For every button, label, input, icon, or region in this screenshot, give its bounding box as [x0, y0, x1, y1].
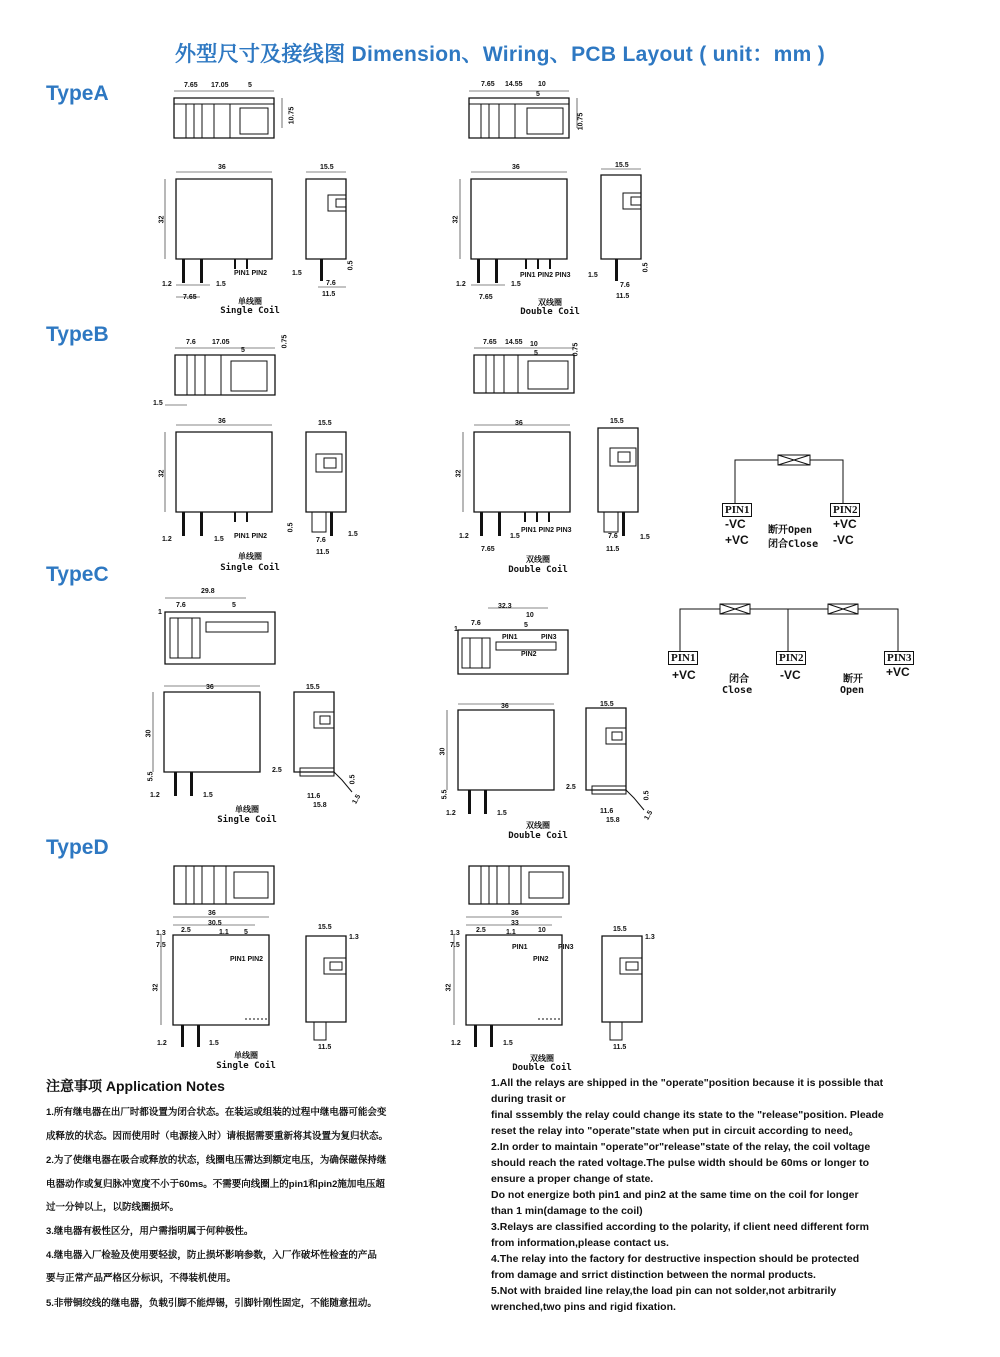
pin2-label: PIN2	[776, 651, 806, 665]
caption-en: Single Coil	[220, 563, 280, 573]
polarity-label: -VC	[833, 533, 854, 547]
caption-cn: 单线圈	[238, 297, 262, 306]
note-line-en: reset the relay into "operate"state when put in circuit according to need。	[491, 1125, 860, 1137]
dim-label: 36	[515, 420, 523, 427]
note-line-en: final sssembly the relay could change its state to the "release"position. Pleade	[491, 1109, 884, 1121]
dim-label: 0.5	[287, 522, 295, 533]
dim-label: 1.5	[511, 281, 521, 288]
dim-label: 15.5	[613, 926, 627, 933]
caption-en: Double Coil	[508, 565, 568, 575]
dim-label: 1.3	[349, 934, 359, 941]
close-en-label: Close	[722, 685, 753, 696]
dim-label: 1.5	[643, 809, 655, 822]
note-line-cn: 电器动作或复归脉冲宽度不小于60ms。不需要向线圈上的pin1和pin2施加电压超	[46, 1179, 385, 1190]
note-line-en: should reach the rated voltage.The pulse width should be 60ms or longer to	[491, 1157, 870, 1169]
polarity-label: +VC	[672, 668, 696, 682]
note-line-en: 1.All the relays are shipped in the "operate"position because it is possible that	[491, 1077, 884, 1089]
dim-label: 11.5	[616, 293, 630, 300]
dim-label: 1.2	[456, 281, 466, 288]
dim-label: 7.6	[471, 620, 481, 627]
note-line-cn: 要与正常产品严格区分标识，不得装机使用。	[46, 1273, 237, 1284]
dim-label: 7.6	[608, 533, 618, 540]
dim-label: 10.75	[288, 106, 296, 125]
dim-label: 0.5	[349, 774, 357, 785]
pin1-label: PIN1	[502, 634, 518, 641]
dim-label: 5.5	[147, 771, 155, 782]
dim-label: 30	[145, 729, 153, 738]
pin-labels: PIN1 PIN2 PIN3	[520, 272, 571, 279]
caption-en: Single Coil	[216, 1061, 276, 1071]
dim-label: 11.5	[318, 1044, 332, 1051]
polarity-label: -VC	[725, 517, 746, 531]
side-view-drawing	[290, 165, 360, 300]
dim-label: 14.55	[505, 339, 523, 346]
dim-label: 11.5	[322, 291, 336, 298]
dim-label: 0.5	[643, 790, 651, 801]
dim-label: 1.5	[209, 1040, 219, 1047]
dim-label: 11.5	[613, 1044, 627, 1051]
dim-label: 15.5	[318, 420, 332, 427]
note-line-cn: 成释放的状态。因而使用时（电源接入时）请根据需要重新将其设置为复归状态。	[46, 1131, 389, 1142]
dim-label: 1.2	[162, 536, 172, 543]
dim-label: 5	[534, 350, 538, 357]
dim-label: 7.65	[481, 81, 495, 88]
dim-label: 11.6	[307, 793, 321, 800]
dim-label: 7.6	[326, 280, 336, 287]
dim-label: 32	[452, 215, 460, 224]
dim-label: 1.5	[351, 793, 363, 806]
dim-label: 32	[445, 983, 453, 992]
state-open-label: 断开Open	[768, 525, 813, 536]
dim-label: 1	[454, 626, 458, 633]
caption-cn: 双线圈	[538, 298, 562, 307]
dim-label: 11.5	[606, 546, 620, 553]
dim-label: 1.5	[588, 272, 598, 279]
front-view-drawing	[160, 165, 285, 300]
note-line-cn: 5.非带铜绞线的继电器，负载引脚不能焊锡，引脚针刚性固定，不能随意扭动。	[46, 1298, 377, 1309]
dim-label: 32	[455, 469, 463, 478]
pin1-label: PIN1	[668, 651, 698, 665]
caption-en: Double Coil	[508, 831, 568, 841]
caption-en: Double Coil	[512, 1063, 572, 1073]
dim-label: 1.1	[219, 929, 229, 936]
open-en-label: Open	[840, 685, 865, 696]
dim-label: 30	[439, 747, 447, 756]
dim-label: 2.5	[181, 927, 191, 934]
dim-label: 5	[536, 91, 540, 98]
note-line-en: than 1 min(damage to the coil)	[491, 1205, 643, 1217]
dim-label: 1.5	[348, 531, 358, 538]
pin-labels: PIN1 PIN2	[230, 956, 264, 963]
pin-labels: PIN1 PIN2 PIN3	[521, 527, 572, 534]
dim-label: 1.5	[203, 792, 213, 799]
dim-label: 1.5	[216, 281, 226, 288]
dim-label: 32	[152, 983, 160, 992]
dim-label: 7.65	[184, 82, 198, 89]
dim-label: 7.65	[483, 339, 497, 346]
front-view-drawing	[155, 915, 285, 1055]
type-d-label: TypeD	[46, 836, 109, 859]
dim-label: 1.5	[214, 536, 224, 543]
notes-heading: 注意事项 Application Notes	[46, 1078, 225, 1094]
pin1-label: PIN1	[722, 503, 752, 517]
side-view-drawing	[585, 165, 655, 300]
note-line-en: from damage and srrict distinction between the normal products.	[491, 1269, 816, 1281]
pin2-label: PIN2	[533, 956, 549, 963]
front-view-drawing	[148, 682, 273, 807]
dim-label: 15.5	[320, 164, 334, 171]
dim-label: 5	[232, 602, 236, 609]
note-line-en: from information,please contact us.	[491, 1237, 669, 1249]
polarity-label: +VC	[725, 533, 749, 547]
dim-label: 36	[501, 703, 509, 710]
note-line-en: 4.The relay into the factory for destructive inspection should be protected	[491, 1253, 860, 1265]
dim-label: 5	[244, 929, 248, 936]
dim-label: 17.05	[212, 339, 230, 346]
pin3-label: PIN3	[541, 634, 557, 641]
dim-label: 10	[526, 612, 534, 619]
caption-en: Double Coil	[520, 307, 580, 317]
dim-label: 36	[218, 418, 226, 425]
dim-label: 14.55	[505, 81, 523, 88]
dim-label: 15.5	[318, 924, 332, 931]
page-title: 外型尺寸及接线图 Dimension、Wiring、PCB Layout ( unit：mm )	[174, 43, 826, 66]
dim-label: 1.2	[451, 1040, 461, 1047]
dim-label: 7.6	[316, 537, 326, 544]
polarity-label: +VC	[833, 517, 857, 531]
dim-label: 1.5	[510, 533, 520, 540]
side-view-drawing	[292, 922, 362, 1052]
dim-label: 36	[512, 164, 520, 171]
dim-label: 0.5	[642, 262, 650, 273]
dim-label: 0.75	[572, 342, 580, 357]
dim-label: 1.2	[157, 1040, 167, 1047]
top-view-drawing	[465, 88, 595, 148]
pin2-label: PIN2	[521, 651, 537, 658]
open-cn-label: 断开	[843, 674, 863, 685]
polarity-label: -VC	[780, 668, 801, 682]
side-view-drawing	[588, 922, 658, 1052]
note-line-cn: 1.所有继电器在出厂时都设置为闭合状态。在装运或组装的过程中继电器可能会变	[46, 1107, 387, 1118]
pin-labels: PIN1 PIN2	[234, 270, 268, 277]
dim-label: 5.5	[441, 789, 449, 800]
top-view-drawing	[150, 590, 280, 670]
dim-label: 5	[248, 82, 252, 89]
dim-label: 7.65	[183, 294, 197, 301]
caption-en: Single Coil	[220, 306, 280, 316]
dim-label: 1.2	[446, 810, 456, 817]
dim-label: 7.6	[620, 282, 630, 289]
dim-label: 33	[511, 920, 519, 927]
dim-label: 36	[511, 910, 519, 917]
dim-label: 1.5	[497, 810, 507, 817]
front-view-drawing	[442, 700, 567, 825]
caption-cn: 双线圈	[526, 821, 550, 830]
note-line-en: Do not energize both pin1 and pin2 at the same time on the coil for longer	[491, 1189, 859, 1201]
coil-circuit-drawing	[700, 450, 880, 510]
dim-label: 10	[538, 81, 546, 88]
note-line-en: ensure a proper change of state.	[491, 1173, 654, 1185]
dim-label: 11.5	[316, 549, 330, 556]
dim-label: 15.5	[610, 418, 624, 425]
note-line-en: wrenched,two pins and rigid fixation.	[491, 1301, 676, 1313]
dim-label: 7.65	[479, 294, 493, 301]
dim-label: 15.8	[606, 817, 620, 824]
caption-cn: 双线圈	[530, 1054, 554, 1063]
dim-label: 32.3	[498, 603, 512, 610]
dim-label: 36	[206, 684, 214, 691]
dim-label: 30.5	[208, 920, 222, 927]
dim-label: 15.5	[615, 162, 629, 169]
note-line-en: during trasit or	[491, 1093, 566, 1105]
dim-label: 7.6	[186, 339, 196, 346]
dim-label: 10	[538, 927, 546, 934]
dim-label: 32	[158, 215, 166, 224]
pin2-label: PIN2	[830, 503, 860, 517]
caption-en: Single Coil	[217, 815, 277, 825]
type-a-label: TypeA	[46, 82, 109, 105]
dim-label: 1.1	[506, 929, 516, 936]
dim-label: 7.5	[450, 942, 460, 949]
dim-label: 5	[524, 622, 528, 629]
note-line-en: 2.In order to maintain "operate"or"release"state of the relay, the coil voltage	[491, 1141, 871, 1153]
dim-label: 36	[208, 910, 216, 917]
dim-label: 10.75	[577, 112, 585, 131]
type-c-label: TypeC	[46, 563, 109, 586]
caption-cn: 单线圈	[234, 1051, 258, 1060]
note-line-en: 3.Relays are classified according to the polarity, if client need different form	[491, 1221, 869, 1233]
top-view-drawing	[165, 345, 295, 410]
dim-label: 10	[530, 341, 538, 348]
dim-label: 2.5	[272, 767, 282, 774]
top-view-drawing	[170, 862, 280, 912]
top-view-drawing	[170, 88, 290, 148]
note-line-cn: 4.继电器入厂检验及使用要轻拔，防止损坏影响参数，入厂作破坏性检查的产品	[46, 1250, 377, 1261]
pin1-label: PIN1	[512, 944, 528, 951]
dim-label: 29.8	[201, 588, 215, 595]
note-line-cn: 2.为了使继电器在吸合或释放的状态，线圈电压需达到额定电压，为确保磁保持继	[46, 1155, 387, 1166]
pin3-label: PIN3	[884, 651, 914, 665]
dim-label: 0.75	[281, 334, 289, 349]
dim-label: 36	[218, 164, 226, 171]
dim-label: 1.5	[153, 400, 163, 407]
type-b-label: TypeB	[46, 323, 109, 346]
polarity-label: +VC	[886, 665, 910, 679]
dim-label: 17.05	[211, 82, 229, 89]
dim-label: 1.2	[150, 792, 160, 799]
pin-labels: PIN1 PIN2	[234, 533, 268, 540]
dim-label: 2.5	[566, 784, 576, 791]
dim-label: 5	[241, 347, 245, 354]
dim-label: 1.3	[645, 934, 655, 941]
dim-label: 11.6	[600, 808, 614, 815]
note-line-cn: 3.继电器有极性区分，用户需指明属于何种极性。	[46, 1226, 254, 1237]
pin3-label: PIN3	[558, 944, 574, 951]
dim-label: 7.65	[481, 546, 495, 553]
dim-label: 15.8	[313, 802, 327, 809]
dim-label: 0.5	[347, 260, 355, 271]
caption-cn: 双线圈	[526, 555, 550, 564]
dim-label: 1.5	[292, 270, 302, 277]
dim-label: 7.6	[176, 602, 186, 609]
dim-label: 1.2	[162, 281, 172, 288]
dim-label: 1	[158, 609, 162, 616]
top-view-drawing	[465, 862, 575, 912]
caption-cn: 单线圈	[235, 805, 259, 814]
note-line-en: 5.Not with braided line relay,the load pin can not solder,not arbitrarily	[491, 1285, 837, 1297]
front-view-drawing	[448, 915, 578, 1055]
front-view-drawing	[455, 165, 580, 300]
dim-label: 7.5	[156, 942, 166, 949]
dim-label: 1.3	[156, 930, 166, 937]
caption-cn: 单线圈	[238, 552, 262, 561]
dim-label: 1.5	[503, 1040, 513, 1047]
state-close-label: 闭合Close	[768, 539, 819, 550]
dim-label: 1.2	[459, 533, 469, 540]
dim-label: 15.5	[306, 684, 320, 691]
dim-label: 2.5	[476, 927, 486, 934]
dim-label: 32	[158, 469, 166, 478]
note-line-cn: 过一分钟以上，以防线圈损坏。	[46, 1202, 180, 1213]
dim-label: 15.5	[600, 701, 614, 708]
dim-label: 1.5	[640, 534, 650, 541]
dim-label: 1.3	[450, 930, 460, 937]
close-cn-label: 闭合	[729, 674, 749, 685]
